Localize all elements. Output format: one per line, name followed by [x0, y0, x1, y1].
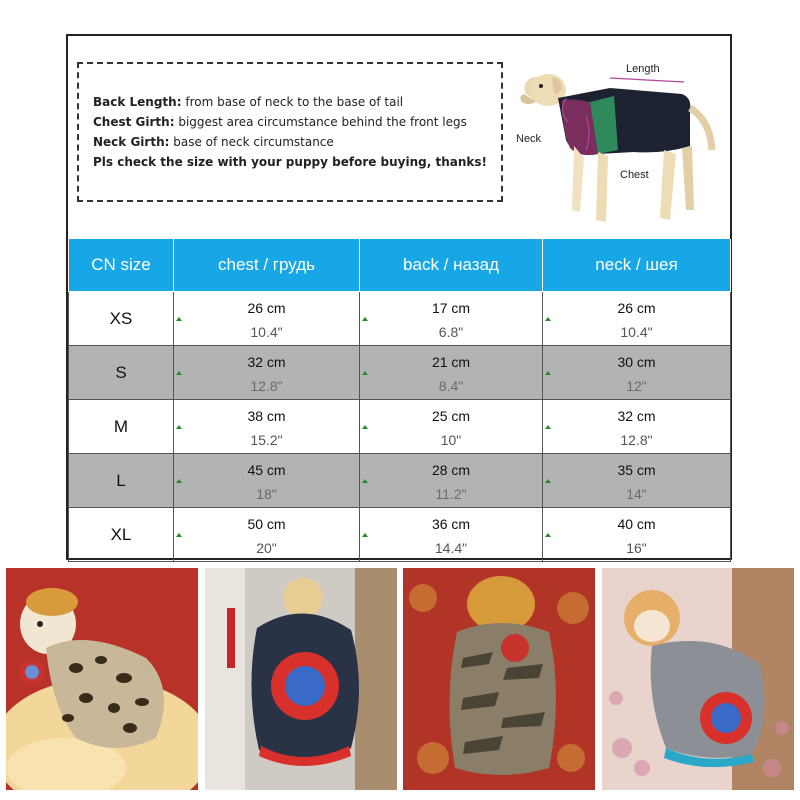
neck-cm: 40 cm: [617, 515, 656, 532]
chest-cm: 26 cm: [247, 299, 286, 316]
back-cm: 28 cm: [431, 461, 471, 478]
table-cell: [174, 346, 360, 400]
neck-label: Neck: [516, 133, 542, 145]
size-name: M: [113, 416, 129, 436]
chest-cm: 38 cm: [247, 407, 286, 424]
table-row: [69, 346, 731, 400]
size-table: [68, 239, 731, 562]
table-cell: [360, 454, 543, 508]
chest-in: 10.4": [250, 323, 283, 340]
table-cell: [69, 346, 174, 400]
neck-cm: 32 cm: [617, 407, 656, 424]
length-arrow: [610, 78, 684, 82]
cell-corner-mark: [176, 479, 182, 483]
back-in: 6.8": [438, 323, 464, 340]
cell-corner-mark: [176, 533, 182, 537]
chest-in: 15.2": [250, 431, 283, 448]
back-cm: 36 cm: [431, 515, 471, 532]
table-row: [69, 400, 731, 454]
table-row: [69, 508, 731, 562]
neck-in: 14": [626, 485, 647, 502]
cell-corner-mark: [362, 479, 368, 483]
size-chart-panel: [66, 34, 732, 560]
dog-figure: [520, 74, 712, 222]
table-cell: [360, 346, 543, 400]
table-cell: [543, 400, 731, 454]
cell-corner-mark: [362, 317, 368, 321]
header-neck: neck / шея: [543, 239, 731, 292]
chest-label: Chest: [620, 169, 649, 181]
header-chest: chest / грудь: [174, 239, 360, 292]
neck-in: 12.8": [620, 431, 653, 448]
back-in: 11.2": [435, 485, 467, 502]
grey-hoodie-photo: [602, 568, 794, 790]
chest-cm: 45 cm: [247, 461, 286, 478]
neck-cm: 26 cm: [617, 299, 656, 316]
table-cell: [69, 454, 174, 508]
cell-corner-mark: [176, 317, 182, 321]
chest-cm: 50 cm: [247, 515, 286, 532]
cell-corner-mark: [362, 371, 368, 375]
navy-hoodie-photo: [205, 568, 397, 790]
product-photo-strip: [6, 568, 794, 800]
table-row: [69, 292, 731, 346]
neck-girth-line: Neck Girth: base of neck circumstance: [93, 135, 334, 149]
table-header-row: [69, 239, 731, 292]
table-row: [69, 454, 731, 508]
neck-in: 10.4": [620, 323, 653, 340]
cell-corner-mark: [176, 371, 182, 375]
table-cell: [543, 292, 731, 346]
table-cell: [69, 292, 174, 346]
neck-cm: 30 cm: [617, 353, 656, 370]
chest-girth-line: Chest Girth: biggest area circumstance behind the front legs: [93, 115, 467, 129]
cell-corner-mark: [545, 479, 551, 483]
table-cell: [543, 508, 731, 562]
back-in: 14.4": [434, 539, 468, 556]
neck-cm: 35 cm: [617, 461, 656, 478]
chest-in: 12.8": [250, 377, 283, 394]
cell-corner-mark: [362, 425, 368, 429]
measurement-guide: [77, 62, 503, 202]
table-cell: [360, 508, 543, 562]
size-name: S: [115, 362, 127, 382]
back-length-line: Back Length: from base of neck to the base of tail: [93, 95, 404, 109]
back-cm: 25 cm: [431, 407, 471, 424]
size-name: L: [116, 470, 126, 490]
cell-corner-mark: [362, 533, 368, 537]
neck-in: 16": [626, 539, 647, 556]
dog-measurement-diagram: [514, 50, 724, 240]
table-cell: [174, 508, 360, 562]
header-back: back / назад: [360, 239, 543, 292]
table-cell: [543, 454, 731, 508]
table-cell: [543, 346, 731, 400]
back-in: 10": [440, 431, 462, 448]
back-cm: 21 cm: [431, 353, 471, 370]
back-cm: 17 cm: [431, 299, 471, 316]
back-in: 8.4": [438, 377, 464, 394]
chest-cm: 32 cm: [247, 353, 286, 370]
table-cell: [174, 400, 360, 454]
size-name: XS: [109, 308, 133, 328]
leopard-hoodie-photo: [6, 568, 198, 790]
length-label: Length: [626, 63, 660, 75]
cell-corner-mark: [545, 533, 551, 537]
table-cell: [360, 400, 543, 454]
table-cell: [69, 508, 174, 562]
table-cell: [174, 292, 360, 346]
cell-corner-mark: [545, 425, 551, 429]
header-cn-size: CN size: [69, 239, 174, 292]
table-cell: [174, 454, 360, 508]
cell-corner-mark: [545, 317, 551, 321]
table-cell: [69, 400, 174, 454]
size-check-note: Pls check the size with your puppy before buying, thanks!: [93, 155, 488, 169]
cell-corner-mark: [176, 425, 182, 429]
size-name: XL: [110, 524, 132, 544]
camo-hoodie-photo: [403, 568, 595, 790]
cell-corner-mark: [545, 371, 551, 375]
neck-in: 12": [626, 377, 647, 394]
table-cell: [360, 292, 543, 346]
chest-in: 18": [256, 485, 277, 502]
chest-in: 20": [256, 539, 277, 556]
